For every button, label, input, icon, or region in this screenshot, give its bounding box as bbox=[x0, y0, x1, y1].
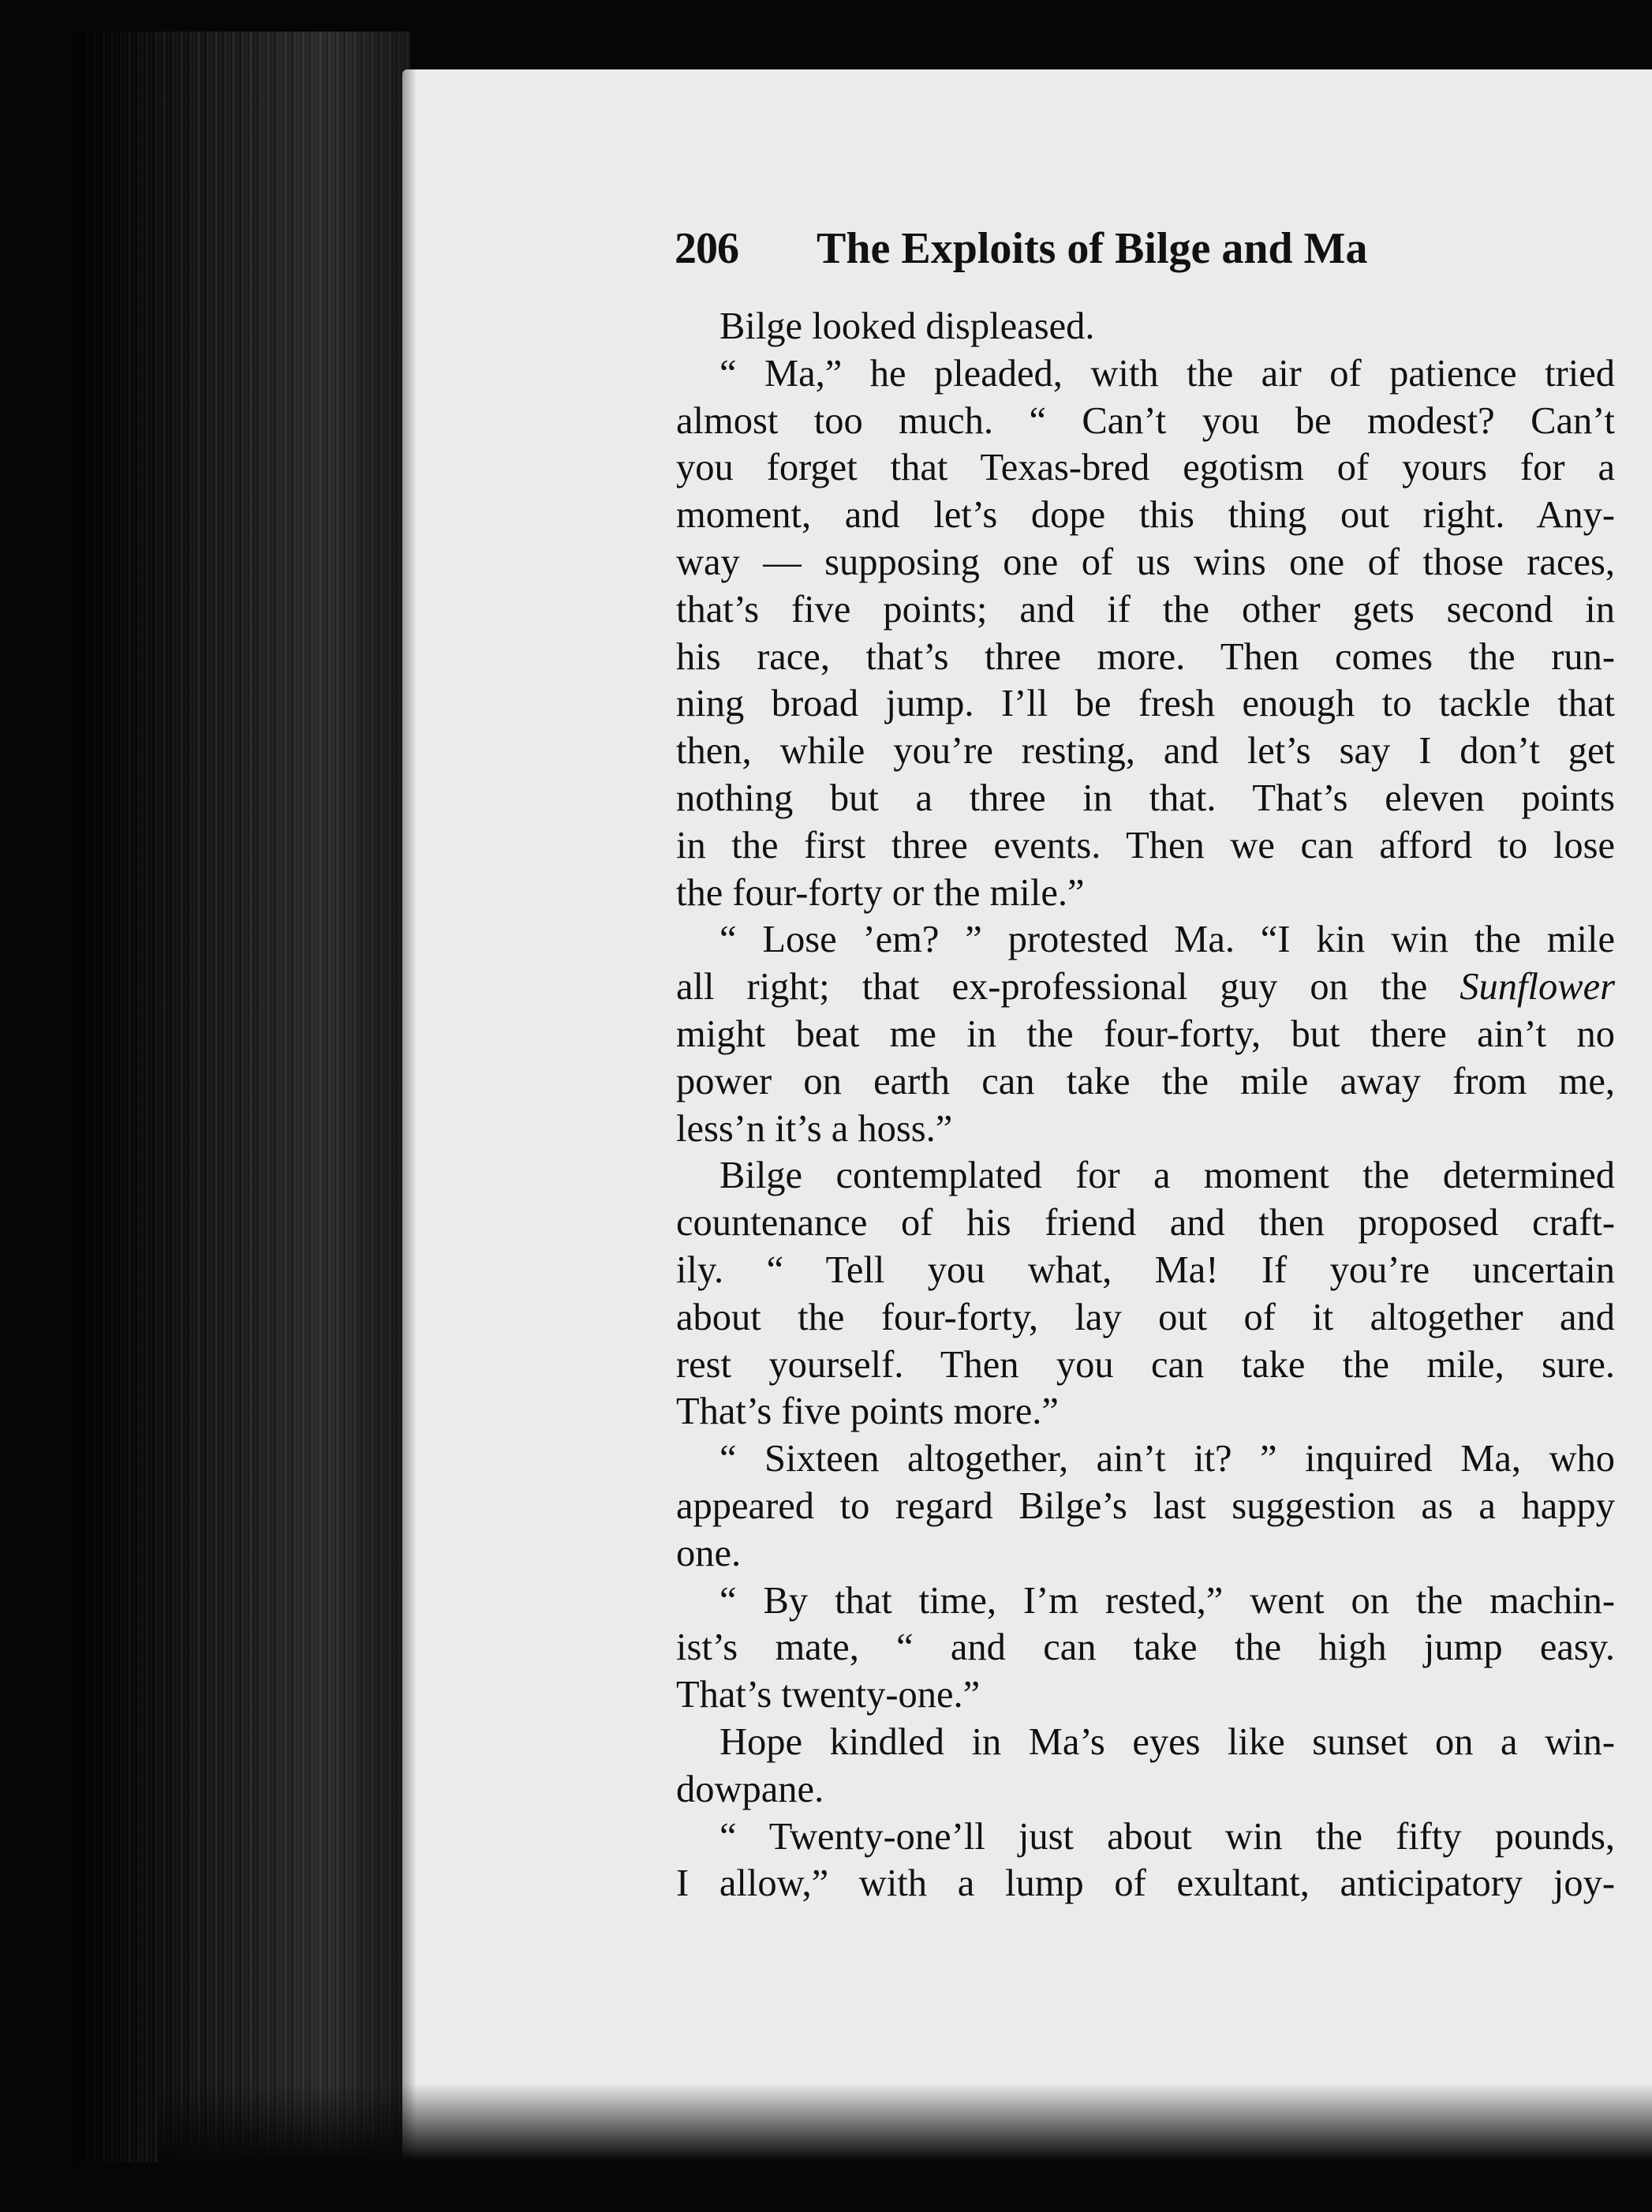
text-line: “ Sixteen altogether, ain’t it? ” inquired Ma, who bbox=[719, 1438, 1615, 1480]
text-line: “ Ma,” he pleaded, with the air of patience tried bbox=[719, 352, 1615, 395]
text-line: ning broad jump. I’ll be fresh enough to tackle that bbox=[676, 683, 1615, 725]
text-line: less’n it’s a hoss.” bbox=[676, 1107, 953, 1150]
text-line: That’s five points more.” bbox=[676, 1390, 1059, 1433]
text-line: ily. “ Tell you what, Ma! If you’re uncertain bbox=[676, 1248, 1615, 1291]
text-line: nothing but a three in that. That’s eleven points bbox=[676, 777, 1615, 819]
page-number: 206 bbox=[675, 224, 738, 273]
running-header bbox=[675, 223, 1621, 279]
text-line: ist’s mate, “ and can take the high jump easy. bbox=[676, 1626, 1615, 1669]
text-line: about the four-forty, lay out of it altogether and bbox=[676, 1296, 1615, 1338]
text-line: almost too much. “ Can’t you be modest? Can’t bbox=[676, 399, 1615, 442]
text-line: in the first three events. Then we can afford to lose bbox=[676, 824, 1615, 866]
text-line: countenance of his friend and then proposed craft- bbox=[676, 1202, 1615, 1244]
text-line: the four-forty or the mile.” bbox=[676, 871, 1085, 914]
text-line: Bilge contemplated for a moment the determined bbox=[719, 1155, 1615, 1197]
text-line: That’s twenty-one.” bbox=[676, 1674, 981, 1716]
text-line: might beat me in the four-forty, but there ain’t no bbox=[676, 1012, 1615, 1055]
text-line: then, while you’re resting, and let’s say I don’t get bbox=[676, 730, 1615, 773]
body-text bbox=[676, 303, 1615, 1907]
running-title: The Exploits of Bilge and Ma bbox=[817, 224, 1368, 273]
text-line: “ Lose ’em? ” protested Ma. “I kin win the mile bbox=[719, 919, 1615, 961]
text-line: Bilge looked displeased. bbox=[719, 305, 1095, 347]
text-line: moment, and let’s dope this thing out right. Any- bbox=[676, 494, 1615, 537]
text-line: Hope kindled in Ma’s eyes like sunset on a win- bbox=[719, 1720, 1615, 1763]
text-line: power on earth can take the mile away from me, bbox=[676, 1060, 1615, 1102]
text-line: “ Twenty-one’ll just about win the fifty pounds, bbox=[719, 1815, 1615, 1858]
book-page-edges bbox=[71, 32, 410, 2162]
text-line: I allow,” with a lump of exultant, anticipatory joy- bbox=[676, 1862, 1615, 1905]
text-line: rest yourself. Then you can take the mile, sure. bbox=[676, 1343, 1615, 1386]
text-line: one. bbox=[676, 1532, 742, 1574]
text-line: that’s five points; and if the other gets second in bbox=[676, 588, 1615, 631]
text-line: “ By that time, I’m rested,” went on the machin- bbox=[719, 1579, 1615, 1622]
text-line: his race, that’s three more. Then comes the run- bbox=[676, 635, 1615, 678]
text-line: all right; that ex-professional guy on the Sunflower bbox=[676, 966, 1615, 1009]
text-line: you forget that Texas-bred egotism of yours for a bbox=[676, 447, 1615, 489]
bottom-shadow bbox=[158, 2083, 1652, 2212]
text-line: appeared to regard Bilge’s last suggestion as a happy bbox=[676, 1484, 1615, 1527]
text-line: dowpane. bbox=[676, 1768, 824, 1810]
text-line: way — supposing one of us wins one of those races, bbox=[676, 541, 1615, 583]
